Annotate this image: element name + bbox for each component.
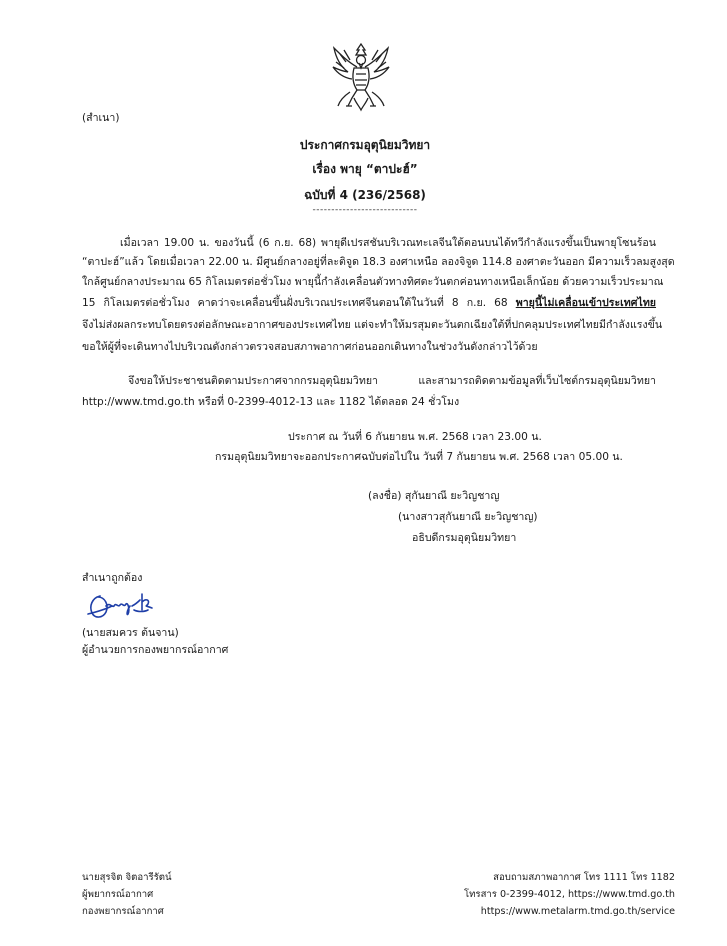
certifier-name: (นายสมควร ต้นจาน) xyxy=(82,627,179,639)
paragraph-1-line-6: ขอให้ผู้ที่จะเดินทางไปบริเวณดังกล่าวตรวจสอบสภาพอากาศก่อนออกเดินทางในช่วงวันดังกล่าวไว้ด้วย xyxy=(82,341,538,353)
signatory-name: (นางสาวสุกันยาณี ยะวิญชาญ) xyxy=(398,511,538,523)
emphasis-not-entering-thailand: พายุนี้ไม่เคลื่อนเข้าประเทศไทย xyxy=(515,297,657,309)
footer-contact-service-link[interactable]: https://www.metalarm.tmd.go.th/service xyxy=(480,906,675,917)
footer-forecaster-role: ผู้พยากรณ์อากาศ xyxy=(82,889,154,900)
paragraph-1-line-4-text: 15 กิโลเมตรต่อชั่วโมง คาดว่าจะเคลื่อนขึ้นฝั่งบริเวณประเทศจีนตอนใต้ในวันที่ 8 ก.ย. 68 xyxy=(82,297,508,309)
garuda-emblem-icon xyxy=(330,40,392,112)
announcement-subject: เรื่อง พายุ “ตาปะฮ์” xyxy=(312,162,418,176)
footer-contact-fax: โทรสาร 0-2399-4012, https://www.tmd.go.th xyxy=(463,889,675,900)
announcement-issue-number: ฉบับที่ 4 (236/2568) xyxy=(304,188,426,202)
announcement-title: ประกาศกรมอุตุนิยมวิทยา xyxy=(299,138,431,152)
paragraph-2-line-1: จึงขอให้ประชาชนติดตามประกาศจากกรมอุตุนิยมวิทยา และสามารถติดตามข้อมูลที่เว็บไซต์กรมอุตุนิยมวิทยา xyxy=(128,375,656,387)
title-separator: ---------------------------- xyxy=(312,205,418,215)
signatory-signed: (ลงชื่อ) สุกันยาณี ยะวิญชาญ xyxy=(368,490,500,502)
certifier-position: ผู้อำนวยการกองพยากรณ์อากาศ xyxy=(82,644,229,656)
next-announcement: กรมอุตุนิยมวิทยาจะออกประกาศฉบับต่อไปใน วันที่ 7 กันยายน พ.ศ. 2568 เวลา 05.00 น. xyxy=(215,451,623,463)
paragraph-1-line-5: จึงไม่ส่งผลกระทบโดยตรงต่อลักษณะอากาศของประเทศไทย แต่จะทำให้มรสุมตะวันตกเฉียงใต้ที่ปกคลุมประเทศไทยมีกำลังแรงขึ้น xyxy=(82,319,663,331)
footer-contact-phone: สอบถามสภาพอากาศ โทร 1111 โทร 1182 xyxy=(493,872,675,883)
paragraph-1-line-4 xyxy=(82,296,656,310)
footer-forecaster-name: นายสุรจิต จิตอารีรัตน์ xyxy=(82,872,172,883)
paragraph-1-line-2: “ตาปะฮ์”แล้ว โดยเมื่อเวลา 22.00 น. มีศูนย์กลางอยู่ที่ละติจูด 18.3 องศาเหนือ ลองจิจูด 114.8 องศาตะวันออก มีความเร็วลมสูงสุด xyxy=(82,256,675,268)
handwritten-signature-icon xyxy=(86,588,164,622)
issued-datetime: ประกาศ ณ วันที่ 6 กันยายน พ.ศ. 2568 เวลา 23.00 น. xyxy=(288,431,542,443)
paragraph-1-line-1: เมื่อเวลา 19.00 น. ของวันนี้ (6 ก.ย. 68) พายุดีเปรสชันบริเวณทะเลจีนใต้ตอนบนได้ทวีกำลังแรงขึ้นเป็นพายุโซนร้อน xyxy=(120,237,656,249)
paragraph-2-line-2: http://www.tmd.go.th หรือที่ 0-2399-4012-13 และ 1182 ได้ตลอด 24 ชั่วโมง xyxy=(82,396,460,408)
footer-forecaster-division: กองพยากรณ์อากาศ xyxy=(82,906,164,917)
signatory-position: อธิบดีกรมอุตุนิยมวิทยา xyxy=(412,532,517,544)
copy-mark: (สำเนา) xyxy=(82,112,120,124)
paragraph-1-line-3: ใกล้ศูนย์กลางประมาณ 65 กิโลเมตรต่อชั่วโมง พายุนี้กำลังเคลื่อนตัวทางทิศตะวันตกค่อนทางเหนือเล็กน้อย ด้วยความเร็วประมาณ xyxy=(82,276,664,288)
certified-copy-label: สำเนาถูกต้อง xyxy=(82,572,143,584)
